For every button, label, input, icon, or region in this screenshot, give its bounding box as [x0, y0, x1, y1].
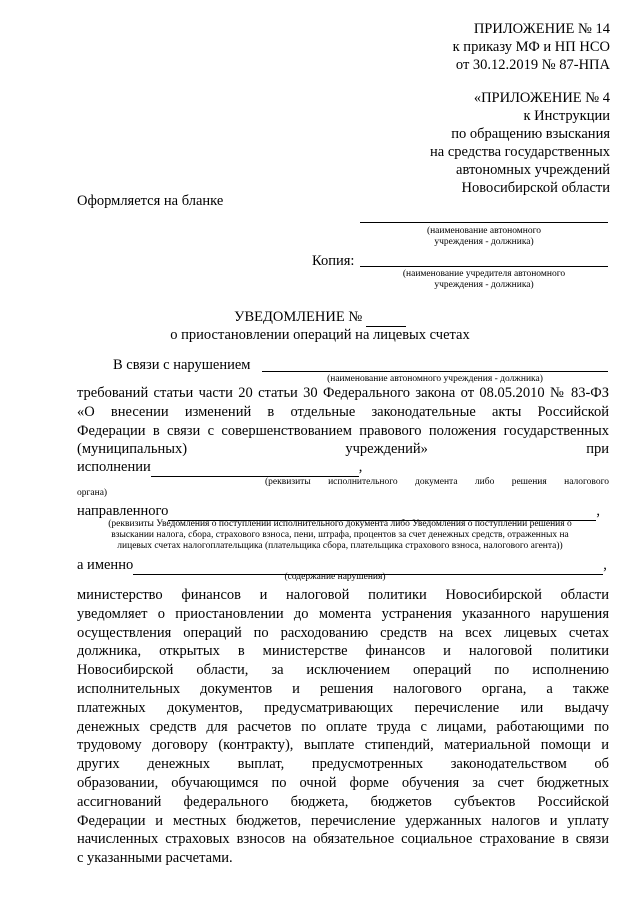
violation-intro: В связи с нарушением	[113, 357, 251, 373]
execution-caption-1: (реквизиты исполнительного документа либо решения налогового	[265, 477, 609, 487]
notice-subtitle: о приостановлении операций на лицевых счетах	[170, 327, 470, 343]
paragraph-requirements: требований статьи части 20 статьи 30 Федерального закона от 08.05.2010 № 83-ФЗ «О внесении изменений в отдельные законодательные акты Российской Федерации в связи с совершенствованием правового положения государственных (муниципальных) учреждений» при	[77, 385, 609, 458]
namely-row: а именно ,	[77, 557, 607, 573]
recipient-line	[360, 222, 608, 223]
namely-caption: (содержание нарушения)	[284, 572, 386, 582]
appendix-title: ПРИЛОЖЕНИЕ № 14	[473, 21, 610, 37]
form-note: Оформляется на бланке	[77, 193, 224, 209]
sub-appendix-line-5: Новосибирской области	[461, 180, 610, 196]
sub-appendix-header	[430, 89, 610, 197]
sub-appendix-line-4: автономных учреждений	[456, 162, 610, 178]
violation-caption: (наименование автономного учреждения - должника)	[327, 374, 543, 384]
sub-appendix-line-3: на средства государственных	[430, 144, 610, 160]
notice-number-blank	[366, 308, 406, 327]
sub-appendix-line-2: по обращению взыскания	[451, 126, 610, 142]
directed-row: направленного ,	[77, 503, 601, 519]
paragraph-main: министерство финансов и налоговой политики Новосибирской области уведомляет о приостановлении до момента устранения указанного нарушения осуществления операций по расходованию средств на всех лицевых счетах должника, открытых в министерстве финансов и налоговой политики Новосибирской области, за исключением операций по исполнению исполнительных документов и решения налогового органа, а также платежных документов, предусматривающих перечисление или выдачу денежных средств для расчетов по оплате труда с лицами, работающими по трудовому договору (контракту), выплате стипендий, материальной помощи и других денежных выплат, предусмотренных законодательством об образовании, обучающимся по очной форме обучения за счет бюджетных ассигнований федерального бюджета, бюджетов субъектов Российской Федерации и местных бюджетов, перечисление удержанных налогов и уплату начисленных страховых взносов на обязательное социальное страхование в связи с указанными расчетами.	[77, 587, 609, 867]
appendix-order: к приказу МФ и НП НСО	[452, 39, 610, 55]
execution-row: исполнении ,	[77, 459, 363, 475]
sub-appendix-title: «ПРИЛОЖЕНИЕ № 4	[473, 90, 610, 106]
appendix-date: от 30.12.2019 № 87-НПА	[455, 57, 610, 73]
directed-caption: (реквизиты Уведомления о поступлении исполнительного документа либо Уведомления о поступлении решения о взыскании налога, сбора, страхового взноса, пени, штрафа, процентов за счет денежных средств, отраженных на лицевых счетах налогоплательщика (плательщика сбора, плательщика страхового взноса, налогового агента))	[108, 519, 572, 551]
copy-label: Копия:	[312, 253, 355, 269]
notice-title: УВЕДОМЛЕНИЕ №	[0, 308, 640, 327]
copy-caption: (наименование учредителя автономного учреждения - должника)	[402, 269, 566, 290]
recipient-caption: (наименование автономного учреждения - должника)	[426, 226, 542, 247]
execution-caption-2: органа)	[77, 488, 108, 498]
copy-line	[360, 266, 608, 267]
execution-line	[151, 458, 359, 477]
sub-appendix-line-1: к Инструкции	[523, 108, 610, 124]
appendix-header	[453, 20, 610, 74]
violation-line	[262, 371, 608, 372]
